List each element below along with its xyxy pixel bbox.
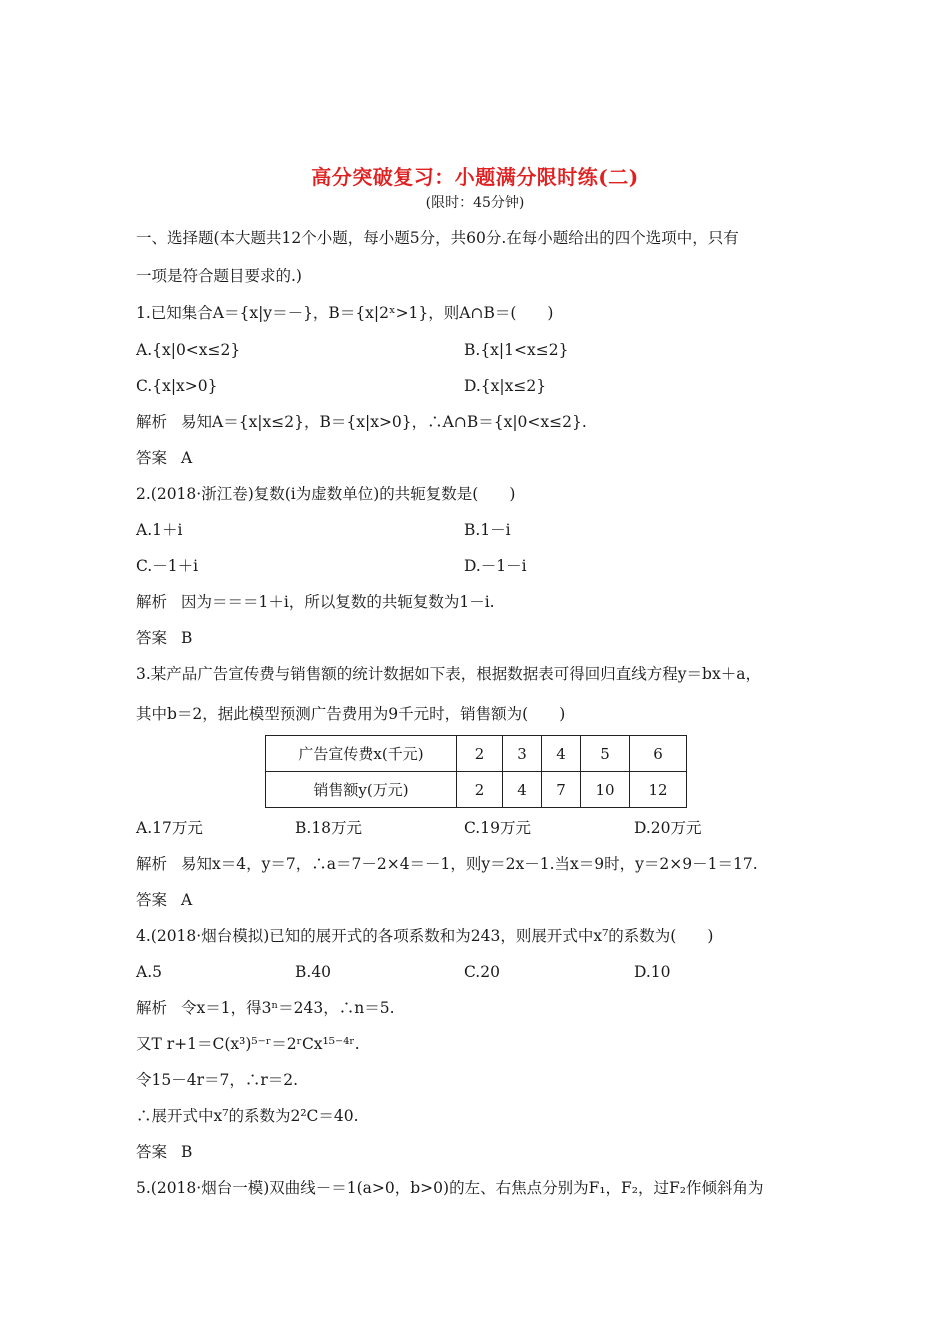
q2-stem: 2.(2018·浙江卷)复数(i为虚数单位)的共轭复数是( ) — [136, 485, 516, 503]
q4-analysis-line4: ∴展开式中x⁷的系数为2²C＝40. — [136, 1107, 359, 1125]
q3-answer — [136, 890, 192, 910]
q1-option-d: D.{x|x≤2} — [464, 377, 547, 395]
q5-stem: 5.(2018·烟台一模)双曲线－＝1(a>0，b>0)的左、右焦点分别为F₁，F₂，过F₂作倾斜角为 — [136, 1179, 764, 1197]
time-limit: (限时：45分钟) — [425, 195, 525, 211]
q3-analysis-text: 易知x＝4，y＝7，∴a＝7－2×4＝－1，则y＝2x－1.当x＝9时，y＝2×9－1＝17. — [181, 855, 758, 873]
q1-analysis — [136, 412, 587, 432]
answer-label: 答案 — [136, 891, 168, 909]
q3-option-c: C.19万元 — [464, 819, 531, 837]
q1-stem: 1.已知集合A＝{x|y＝－}，B＝{x|2ˣ>1}，则A∩B＝( ) — [136, 304, 554, 322]
q2-option-b: B.1－i — [464, 521, 511, 539]
q3-analysis — [136, 854, 758, 874]
q1-option-b: B.{x|1<x≤2} — [464, 341, 569, 359]
q4-analysis-line2: 又T r+1＝C(x³)⁵⁻ʳ＝2ʳCx¹⁵⁻⁴ʳ. — [136, 1035, 360, 1053]
section-intro-line1: 一、选择题(本大题共12个小题，每小题5分，共60分.在每小题给出的四个选项中，只有 — [136, 229, 739, 247]
analysis-label: 解析 — [136, 413, 168, 431]
q1-option-a: A.{x|0<x≤2} — [136, 341, 241, 359]
q2-analysis — [136, 592, 495, 612]
q3-data-table — [265, 735, 687, 808]
answer-label: 答案 — [136, 449, 168, 467]
q4-option-a: A.5 — [136, 963, 162, 981]
q2-answer — [136, 628, 192, 648]
table-row — [266, 772, 687, 808]
q1-option-c: C.{x|x>0} — [136, 377, 218, 395]
q2-option-d: D.－1－i — [464, 557, 527, 575]
q3-option-b: B.18万元 — [295, 819, 363, 837]
table-row — [266, 736, 687, 772]
section-intro-line2: 一项是符合题目要求的.) — [136, 267, 302, 285]
analysis-label: 解析 — [136, 855, 168, 873]
table-cell: 10 — [581, 772, 630, 808]
table-cell: 3 — [503, 736, 542, 772]
table-cell: 2 — [457, 772, 503, 808]
page-title: 高分突破复习：小题满分限时练(二) — [311, 165, 639, 189]
q4-analysis-text: 令x＝1，得3ⁿ＝243，∴n＝5. — [181, 999, 395, 1017]
table-cell: 7 — [542, 772, 581, 808]
q4-analysis — [136, 998, 395, 1018]
table-cell: 12 — [630, 772, 687, 808]
q3-option-d: D.20万元 — [634, 819, 702, 837]
answer-label: 答案 — [136, 629, 168, 647]
q2-option-a: A.1＋i — [136, 521, 183, 539]
answer-label: 答案 — [136, 1143, 168, 1161]
q4-option-d: D.10 — [634, 963, 671, 981]
q1-analysis-text: 易知A＝{x|x≤2}，B＝{x|x>0}，∴A∩B＝{x|0<x≤2}. — [181, 413, 587, 431]
q2-answer-value: B — [181, 629, 193, 647]
table-cell: 2 — [457, 736, 503, 772]
table-cell: 4 — [503, 772, 542, 808]
table-cell: 4 — [542, 736, 581, 772]
q2-analysis-text: 因为＝＝＝1＋i，所以复数的共轭复数为1－i. — [181, 593, 495, 611]
q3-stem-line2: 其中b＝2，据此模型预测广告费用为9千元时，销售额为( ) — [136, 705, 566, 723]
table-row-header: 广告宣传费x(千元) — [266, 736, 457, 772]
q1-answer-value: A — [181, 449, 193, 467]
q3-stem-line1: 3.某产品广告宣传费与销售额的统计数据如下表，根据数据表可得回归直线方程y＝bx＋a， — [136, 665, 761, 683]
analysis-label: 解析 — [136, 593, 168, 611]
q3-answer-value: A — [181, 891, 193, 909]
q4-analysis-line3: 令15－4r＝7，∴r＝2. — [136, 1071, 299, 1089]
table-row-header: 销售额y(万元) — [266, 772, 457, 808]
q4-stem: 4.(2018·烟台模拟)已知的展开式的各项系数和为243，则展开式中x⁷的系数为( ) — [136, 927, 714, 945]
q4-option-c: C.20 — [464, 963, 500, 981]
q4-answer-value: B — [181, 1143, 193, 1161]
q4-option-b: B.40 — [295, 963, 332, 981]
analysis-label: 解析 — [136, 999, 168, 1017]
q1-answer — [136, 448, 192, 468]
table-cell: 6 — [630, 736, 687, 772]
q3-option-a: A.17万元 — [136, 819, 203, 837]
q2-option-c: C.－1＋i — [136, 557, 199, 575]
q4-answer — [136, 1142, 192, 1162]
table-cell: 5 — [581, 736, 630, 772]
